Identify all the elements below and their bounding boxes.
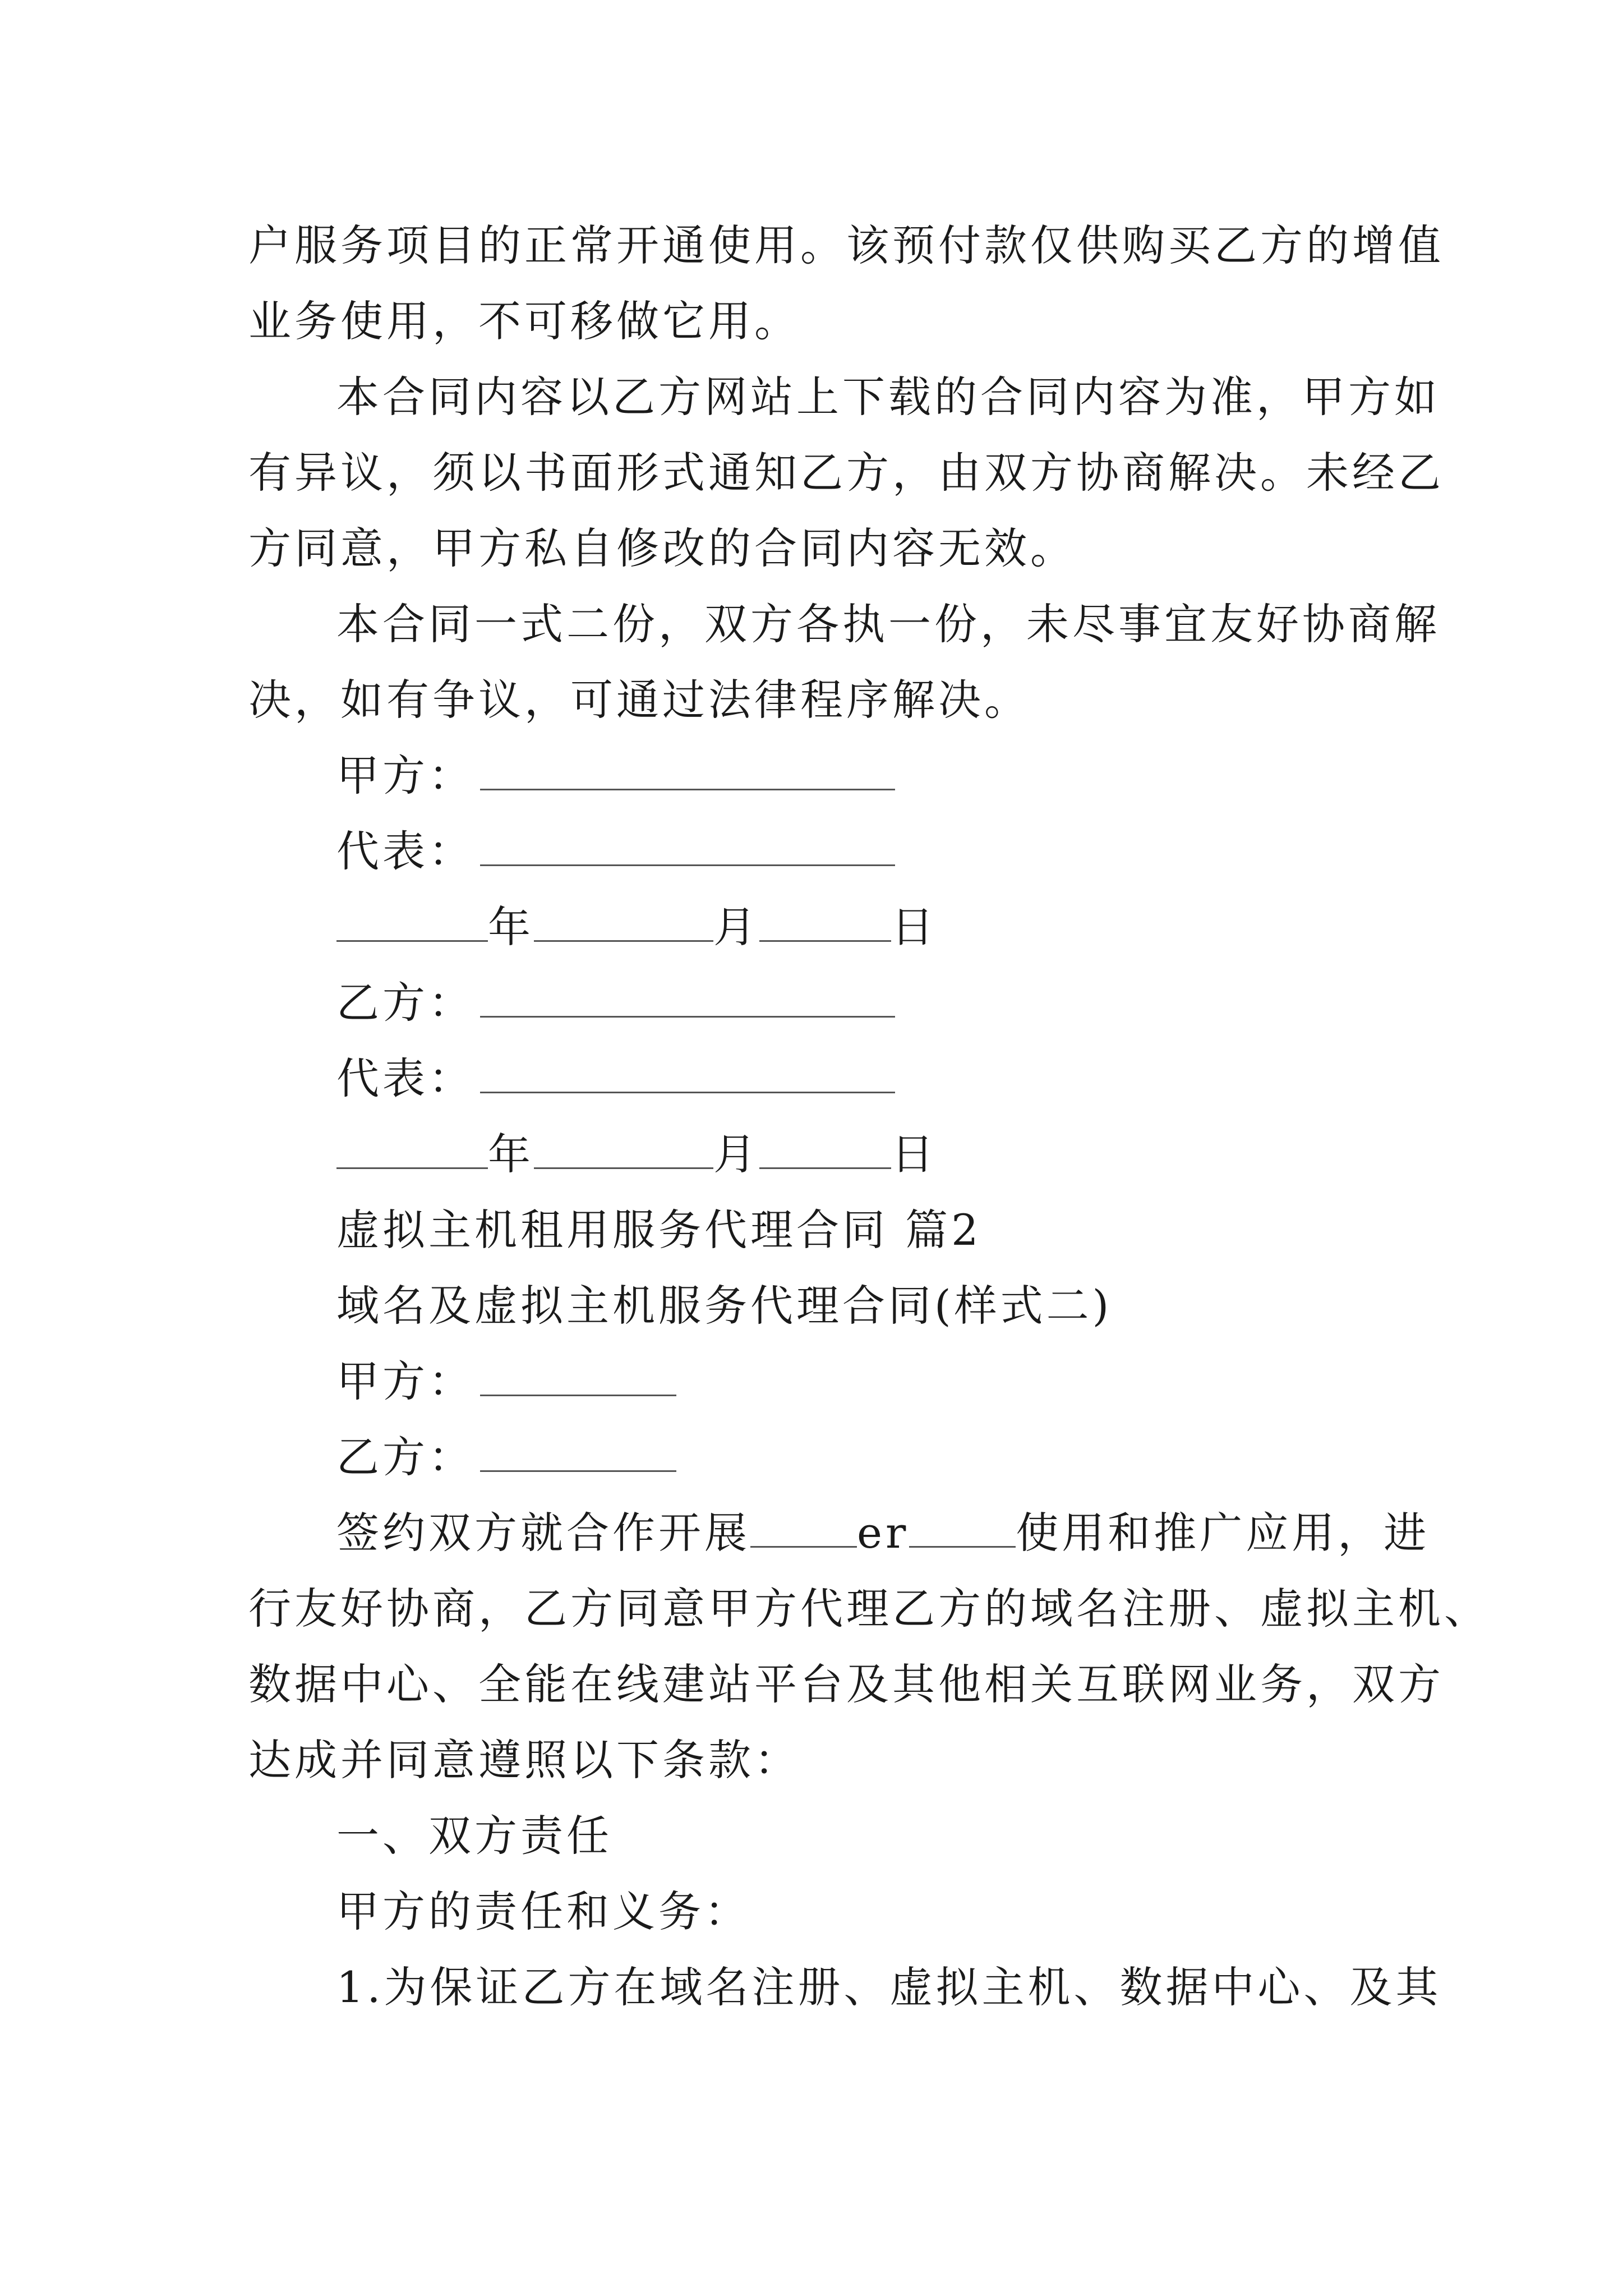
clause-subheading: 甲方的责任和义务： <box>336 1887 750 1936</box>
para-text: er <box>857 1508 910 1558</box>
month-blank[interactable] <box>534 905 713 942</box>
party-b-label: 乙方： <box>336 1432 474 1482</box>
clause-heading: 一、双方责任 <box>336 1811 612 1861</box>
party-a-label: 甲方： <box>336 1356 474 1406</box>
party-a-line <box>336 1354 1481 1410</box>
agreement-paragraph-line <box>336 1505 1481 1561</box>
month-label: 月 <box>713 1129 759 1179</box>
para-text: 使用和推广应用，进 <box>1016 1508 1430 1558</box>
body-text-line: 有异议，须以书面形式通知乙方，由双方协商解决。未经乙 <box>248 448 1444 498</box>
body-text-line: 决，如有争议，可通过法律程序解决。 <box>248 675 1030 725</box>
rep-a-label: 代表： <box>336 826 474 876</box>
clause-item: 1.为保证乙方在域名注册、虚拟主机、数据中心、及其 <box>336 1962 1442 2012</box>
party-a-label: 甲方： <box>336 751 474 800</box>
party-a-blank[interactable] <box>480 754 895 790</box>
year-blank[interactable] <box>336 905 488 942</box>
day-blank[interactable] <box>759 1133 891 1169</box>
party-b-blank[interactable] <box>480 981 895 1018</box>
party-b-line <box>336 1429 1481 1485</box>
party-a-signature-line <box>336 748 1481 804</box>
rep-b-blank[interactable] <box>480 1057 895 1093</box>
date-b-line <box>336 1126 1481 1182</box>
year-label: 年 <box>488 1129 534 1179</box>
contract-subtitle: 域名及虚拟主机服务代理合同(样式二) <box>336 1281 1113 1331</box>
party-b-blank[interactable] <box>480 1435 676 1472</box>
rep-a-signature-line <box>336 823 1481 880</box>
day-label: 日 <box>891 902 937 952</box>
date-a-line <box>336 899 1481 955</box>
body-text-line: 户服务项目的正常开通使用。该预付款仅供购买乙方的增值 <box>248 220 1444 270</box>
year-label: 年 <box>488 902 534 952</box>
body-text-line: 方同意，甲方私自修改的合同内容无效。 <box>248 523 1076 573</box>
rep-b-signature-line <box>336 1051 1481 1107</box>
party-a-blank[interactable] <box>480 1360 676 1396</box>
day-label: 日 <box>891 1129 937 1179</box>
year-blank[interactable] <box>336 1133 488 1169</box>
body-text-line: 数据中心、全能在线建站平台及其他相关互联网业务，双方 <box>248 1659 1444 1709</box>
section-heading: 虚拟主机租用服务代理合同 篇2 <box>336 1205 982 1255</box>
day-blank[interactable] <box>759 905 891 942</box>
month-blank[interactable] <box>534 1133 713 1169</box>
body-text-line: 行友好协商，乙方同意甲方代理乙方的域名注册、虚拟主机、 <box>248 1584 1490 1634</box>
party-b-signature-line <box>336 975 1481 1031</box>
para-text: 签约双方就合作开展 <box>336 1508 750 1558</box>
party-b-label: 乙方： <box>336 978 474 1028</box>
fill-blank[interactable] <box>909 1511 1016 1548</box>
rep-b-label: 代表： <box>336 1053 474 1103</box>
rep-a-blank[interactable] <box>480 830 895 866</box>
body-text-line: 业务使用，不可移做它用。 <box>248 296 800 346</box>
month-label: 月 <box>713 902 759 952</box>
fill-blank[interactable] <box>750 1511 857 1548</box>
body-text-line: 本合同一式二份，双方各执一份，未尽事宜友好协商解 <box>336 599 1440 649</box>
body-text-line: 本合同内容以乙方网站上下载的合同内容为准，甲方如 <box>336 372 1440 422</box>
body-text-line: 达成并同意遵照以下条款： <box>248 1735 800 1785</box>
